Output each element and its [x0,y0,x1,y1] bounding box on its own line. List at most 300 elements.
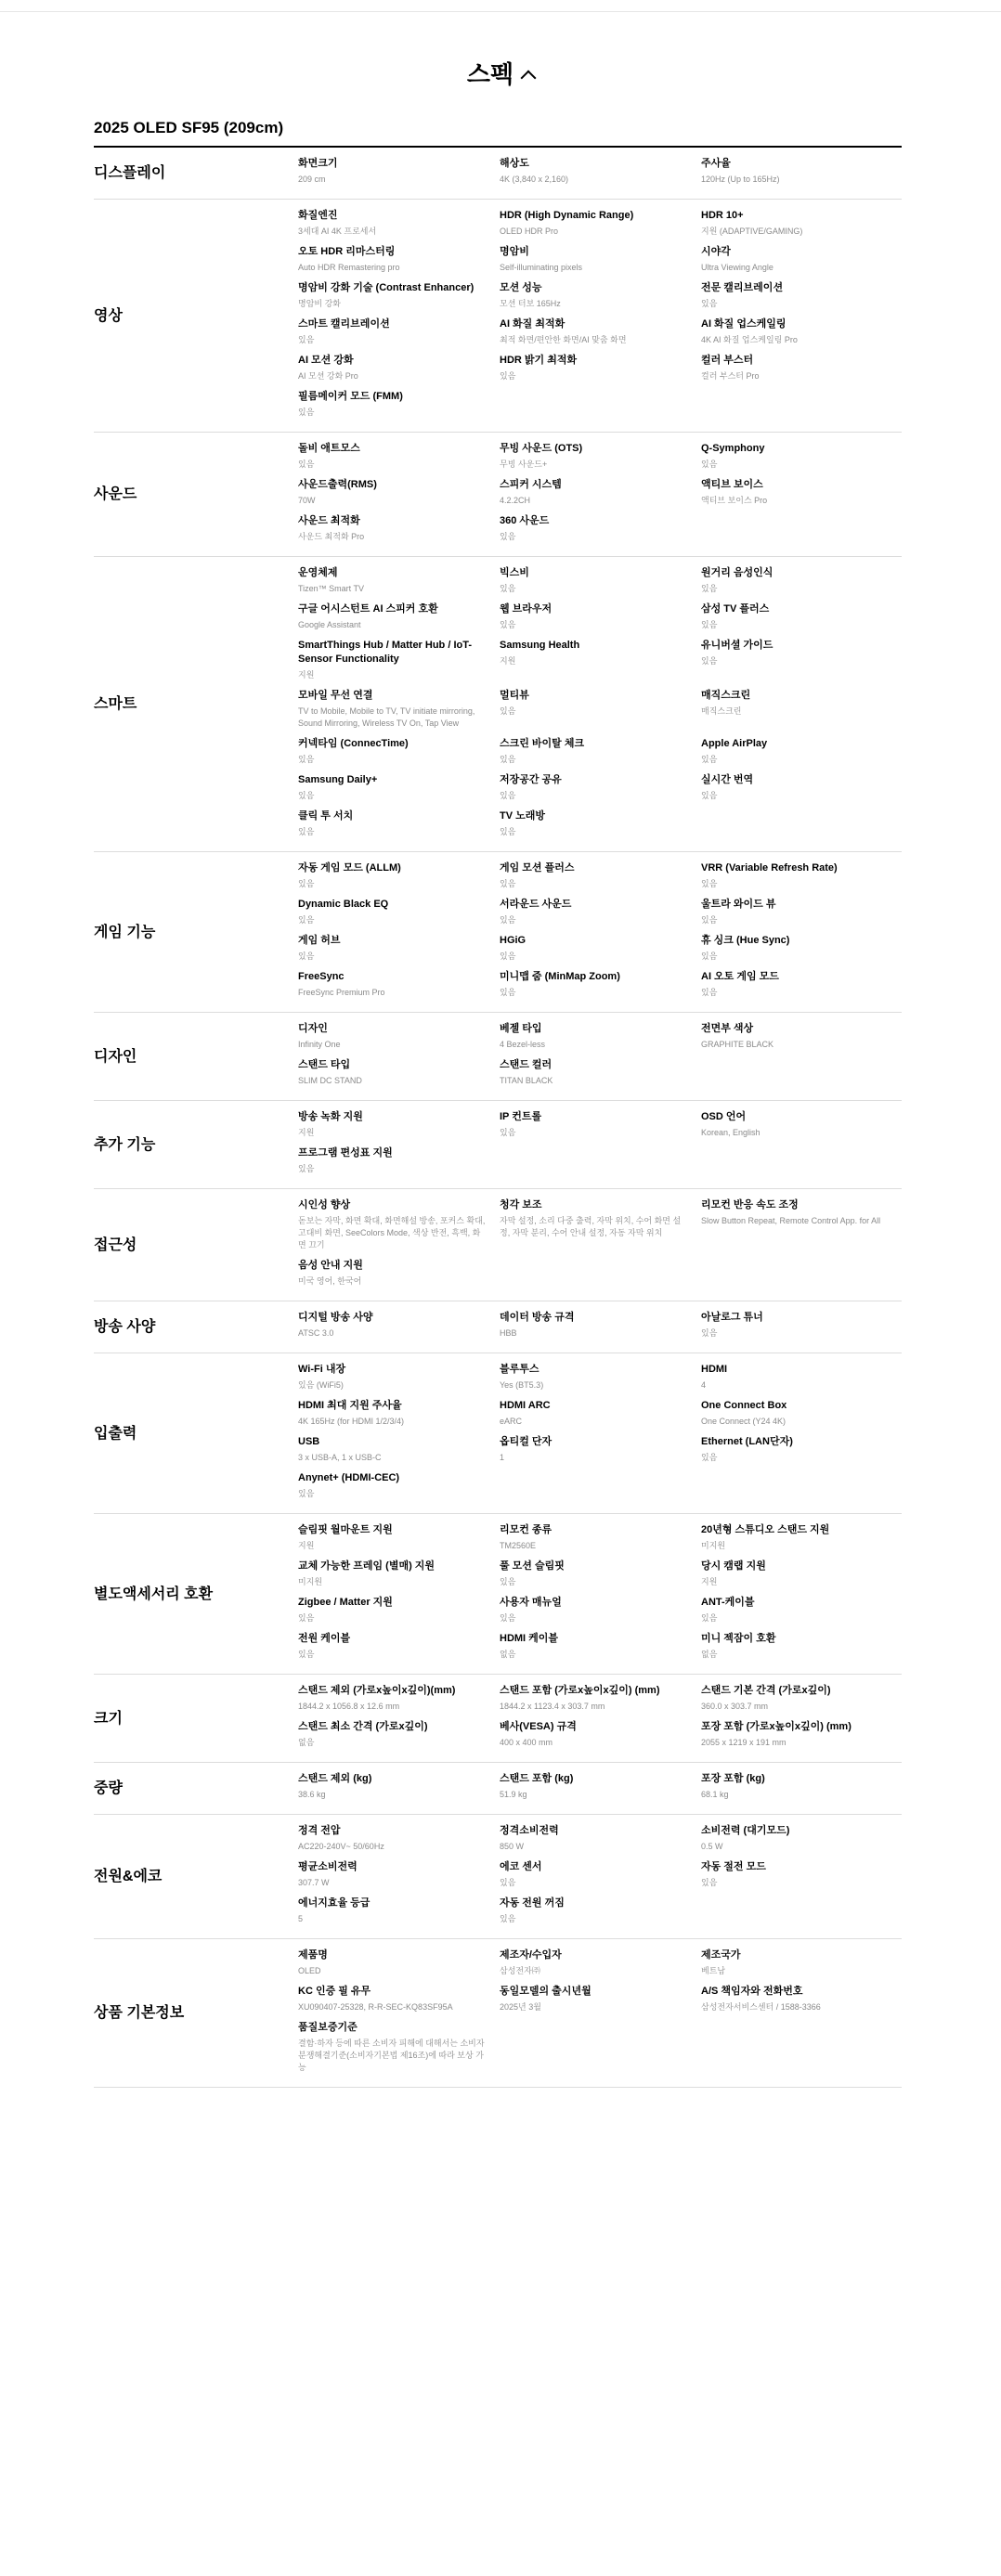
spec-item [298,442,500,471]
spec-item [500,1860,701,1889]
spec-label: IP 컨트롤 [500,1111,542,1122]
spec-label: HDMI ARC [500,1400,551,1411]
spec-value: 모션 터보 165Hz [500,299,561,308]
spec-value: 지원 [298,1128,315,1137]
spec-label: 실시간 번역 [701,774,754,785]
spec-value: 400 x 400 mm [500,1738,553,1747]
spec-value: 있음 [298,1164,315,1173]
spec-label: 제품명 [298,1949,328,1961]
spec-value: 없음 [701,1650,718,1659]
spec-section [94,557,902,852]
spec-label: 시야각 [701,246,731,257]
section-title: 상품 기본정보 [94,2005,185,2021]
spec-item [701,934,902,963]
spec-value: 있음 [701,988,718,997]
spec-grid [298,1772,902,1801]
section-title: 디자인 [94,1048,137,1065]
spec-label: 커넥타임 (ConnecTime) [298,738,409,749]
spec-label: 미니맵 줌 (MinMap Zoom) [500,971,620,982]
spec-label: 스탠드 최소 간격 (가로x깊이) [298,1721,428,1732]
spec-item [500,1022,701,1051]
spec-value: TITAN BLACK [500,1076,553,1085]
spec-item [701,1110,902,1139]
spec-label: Zigbee / Matter 지원 [298,1597,393,1608]
spec-label: 휴 싱크 (Hue Sync) [701,935,790,946]
spec-item [701,639,902,681]
spec-label: 20년형 스튜디오 스탠드 지원 [701,1524,830,1535]
section-title: 추가 기능 [94,1136,156,1153]
spec-item [701,970,902,999]
spec-value: 베트남 [701,1966,726,1975]
spec-value: 있음 [701,584,718,593]
spec-value: 1844.2 x 1056.8 x 12.6 mm [298,1702,400,1711]
spec-value: 있음 [298,951,315,961]
spec-label: 품질보증기준 [298,2022,358,2033]
spec-item [500,1523,701,1552]
spec-label: 오토 HDR 리마스터링 [298,246,396,257]
spec-value: 360.0 x 303.7 mm [701,1702,769,1711]
spec-item [500,1896,701,1925]
spec-label: 데이터 방송 규격 [500,1312,575,1323]
spec-label: 전문 캘리브레이션 [701,282,784,293]
spec-value: 있음 [298,915,315,925]
spec-item [298,1022,500,1051]
spec-value: 있음 [701,791,718,800]
spec-value: eARC [500,1417,523,1426]
spec-label: 풀 모션 슬림핏 [500,1560,565,1572]
spec-label: 스피커 시스템 [500,479,562,490]
spec-label: Wi-Fi 내장 [298,1364,346,1375]
spec-label: 제조국가 [701,1949,741,1961]
spec-value: 있음 [500,620,516,629]
spec-value: 지원 (ADAPTIVE/GAMING) [701,227,803,236]
spec-label: 주사율 [701,158,731,169]
spec-value: 38.6 kg [298,1790,326,1799]
spec-label: 원거리 음성인식 [701,567,774,578]
spec-item [701,1632,902,1661]
section-title: 방송 사양 [94,1319,156,1335]
spec-item [701,281,902,310]
spec-label: Samsung Health [500,640,580,651]
spec-item [500,1058,701,1087]
spec-label: 베젤 타입 [500,1023,542,1034]
spec-value: 삼성전자㈜ [500,1966,540,1975]
spec-label: Dynamic Black EQ [298,899,389,910]
spec-label: USB [298,1436,320,1447]
spec-value: 지원 [500,656,516,666]
spec-item [701,442,902,471]
spec-value: 있음 [500,1128,516,1137]
spec-item [500,1363,701,1392]
spec-value: 최적 화면/편안한 화면/AI 맞춤 화면 [500,335,627,344]
spec-label: 스탠드 타입 [298,1059,351,1070]
chevron-up-icon[interactable] [521,71,537,86]
spec-value: 있음 [701,755,718,764]
spec-label: 평균소비전력 [298,1861,358,1872]
spec-label: 시인성 향상 [298,1199,351,1210]
spec-item [500,737,701,766]
spec-value: 있음 [298,755,315,764]
spec-item [701,1363,902,1392]
spec-item [500,1684,701,1713]
spec-label: 360 사운드 [500,515,550,526]
spec-label: 사용자 매뉴얼 [500,1597,562,1608]
spec-value: Infinity One [298,1040,341,1049]
spec-label: 청각 보조 [500,1199,542,1210]
spec-item [298,1948,500,1977]
spec-item [298,1985,500,2013]
spec-item [298,1896,500,1925]
spec-value: 있음 [500,827,516,836]
spec-label: 자동 게임 모드 (ALLM) [298,862,401,874]
spec-value: Slow Button Repeat, Remote Control App. for All [701,1216,881,1225]
spec-label: 저장공간 공유 [500,774,562,785]
spec-item [298,861,500,890]
spec-value: 68.1 kg [701,1790,729,1799]
section-title: 입출력 [94,1425,137,1442]
spec-item [500,1632,701,1661]
spec-label: 화면크기 [298,158,338,169]
spec-grid [298,1198,902,1288]
spec-section [94,1013,902,1101]
spec-label: ANT-케이블 [701,1597,755,1608]
spec-item [298,2021,500,2074]
spec-item [500,1435,701,1464]
spec-label: 포장 포함 (kg) [701,1773,765,1784]
spec-label: 옵티컬 단자 [500,1436,552,1447]
spec-value: 미지원 [701,1541,726,1550]
spec-value: 0.5 W [701,1842,723,1851]
spec-label: 게임 모션 플러스 [500,862,575,874]
spec-item [500,861,701,890]
spec-value: 2025년 3월 [500,2002,541,2012]
spec-label: SmartThings Hub / Matter Hub / IoT-Sensor Functionality [298,640,472,665]
spec-value: 있음 [500,951,516,961]
spec-value: 있음 [701,1613,718,1623]
spec-value: One Connect (Y24 4K) [701,1417,786,1426]
spec-value: 지원 [701,1577,718,1586]
spec-item [500,1948,701,1977]
spec-grid [298,157,902,186]
spec-item [701,1985,902,2013]
spec-value: FreeSync Premium Pro [298,988,385,997]
spec-item [298,639,500,681]
spec-value: 있음 [500,879,516,888]
spec-item [298,1399,500,1428]
spec-label: 무빙 사운드 (OTS) [500,443,583,454]
spec-label: 자동 전원 꺼짐 [500,1897,565,1909]
spec-item [701,861,902,890]
spec-label: 해상도 [500,158,529,169]
spec-label: 정격 전압 [298,1825,341,1836]
spec-value: 있음 [701,1878,718,1887]
spec-label: 스탠드 포함 (kg) [500,1773,574,1784]
spec-label: 소비전력 (대기모드) [701,1825,790,1836]
spec-item [701,602,902,631]
spec-label: 방송 녹화 지원 [298,1111,363,1122]
spec-value: Korean, English [701,1128,760,1137]
spec-value: 자막 설정, 소리 다중 출력, 자막 위치, 수어 화면 설정, 자막 분리, 수어 안내 설정, 자동 자막 위치 [500,1216,682,1237]
spec-label: AI 화질 최적화 [500,318,566,330]
spec-label: 사운드 최적화 [298,515,360,526]
spec-value: 209 cm [298,175,326,184]
spec-item [298,1435,500,1464]
section-title: 디스플레이 [94,165,166,181]
spec-item [701,209,902,238]
spec-label: 구글 어시스턴트 AI 스피커 호환 [298,603,438,615]
spec-item [500,1110,701,1139]
spec-item [298,689,500,730]
spec-value: 무빙 사운드+ [500,460,548,469]
spec-item [298,1058,500,1087]
spec-item [701,1720,902,1749]
spec-label: 필름메이커 모드 (FMM) [298,391,403,402]
spec-item [500,442,701,471]
spec-label: 스마트 캘리브레이션 [298,318,390,330]
spec-item [500,1560,701,1588]
spec-label: OSD 언어 [701,1111,747,1122]
spec-value: 있음 [500,791,516,800]
spec-header[interactable] [0,56,1001,90]
spec-label: 음성 안내 지원 [298,1260,363,1271]
spec-label: 디자인 [298,1023,328,1034]
spec-label: HDR (High Dynamic Range) [500,210,634,221]
top-divider [0,11,1001,12]
spec-item [701,1772,902,1801]
spec-label: 프로그램 편성표 지원 [298,1147,393,1159]
spec-value: 있음 [701,460,718,469]
spec-item [701,773,902,802]
spec-label: 명암비 강화 기술 (Contrast Enhancer) [298,282,474,293]
spec-label: 에코 센서 [500,1861,542,1872]
spec-label: 울트라 와이드 뷰 [701,899,776,910]
spec-value: 있음 [701,1453,718,1462]
section-title: 전원&에코 [94,1869,162,1884]
spec-value: 있음 [701,951,718,961]
spec-item [500,689,701,730]
spec-label: 자동 절전 모드 [701,1861,766,1872]
spec-sections [94,148,902,2088]
spec-item [298,354,500,382]
spec-label: 리모컨 종류 [500,1524,552,1535]
spec-section [94,200,902,433]
spec-value: 3세대 AI 4K 프로세서 [298,227,377,236]
spec-value: Yes (BT5.3) [500,1380,544,1390]
spec-item [298,1684,500,1713]
spec-value: 있음 [701,299,718,308]
spec-grid [298,1022,902,1087]
spec-section [94,1939,902,2088]
spec-item [500,898,701,926]
spec-item [701,689,902,730]
spec-item [701,1311,902,1340]
spec-value: ATSC 3.0 [298,1328,334,1338]
spec-label: Anynet+ (HDMI-CEC) [298,1472,400,1483]
spec-label: 사운드출력(RMS) [298,479,377,490]
spec-value: 있음 [701,879,718,888]
spec-item [701,737,902,766]
spec-label: Ethernet (LAN단자) [701,1436,793,1447]
spec-item [298,245,500,274]
section-title: 중량 [94,1780,123,1796]
spec-value: 있음 [701,656,718,666]
spec-value: 4 [701,1380,707,1390]
spec-label: 유니버셜 가이드 [701,640,774,651]
spec-section [94,1514,902,1675]
section-title: 크기 [94,1710,123,1727]
spec-section [94,1101,902,1189]
spec-label: 명암비 [500,246,529,257]
spec-item [298,317,500,346]
spec-value: 4K 165Hz (for HDMI 1/2/3/4) [298,1417,405,1426]
spec-value: 사운드 최적화 Pro [298,532,365,541]
spec-label: HDR 10+ [701,210,744,221]
spec-value: 있음 [298,460,315,469]
spec-value: 있음 [298,1613,315,1623]
spec-value: TV to Mobile, Mobile to TV, TV initiate mirroring, Sound Mirroring, Wireless TV On, Tap View [298,706,475,728]
spec-item [500,602,701,631]
spec-value: 있음 [500,584,516,593]
spec-item [500,1311,701,1340]
spec-item [701,1523,902,1552]
spec-label: 당시 캠랩 지원 [701,1560,766,1572]
spec-value: 미국 영어, 한국어 [298,1276,362,1286]
spec-item [298,1560,500,1588]
spec-item [298,934,500,963]
spec-item [500,478,701,507]
spec-item [298,809,500,838]
spec-value: 돋보는 자막, 화면 확대, 화면해설 방송, 포커스 확대, 고대비 화면, SeeColors Mode, 색상 반전, 흑백, 화면 끄기 [298,1216,486,1249]
spec-value: 있음 [701,620,718,629]
spec-section [94,1301,902,1353]
section-title: 접근성 [94,1236,137,1253]
spec-value: 없음 [298,1738,315,1747]
spec-grid [298,1684,902,1749]
spec-value: 매직스크린 [701,706,742,716]
spec-section [94,1675,902,1763]
spec-label: 포장 포함 (가로x높이x깊이) (mm) [701,1721,852,1732]
spec-label: 교체 가능한 프레임 (별매) 지원 [298,1560,436,1572]
spec-value: 120Hz (Up to 165Hz) [701,175,780,184]
spec-item [500,809,701,838]
spec-item [500,1824,701,1853]
model-title: 2025 OLED SF95 (209cm) [94,119,284,136]
page-title: 스펙 [466,60,514,88]
spec-value: AC220-240V~ 50/60Hz [298,1842,384,1851]
spec-label: A/S 책임자와 전화번호 [701,1986,803,1997]
spec-item [500,209,701,238]
spec-value: 있음 [701,915,718,925]
spec-value: 있음 [500,755,516,764]
spec-item [500,566,701,595]
spec-item [298,737,500,766]
spec-value: 있음 [500,371,516,381]
spec-item [701,1022,902,1051]
spec-value: 지원 [298,1541,315,1550]
spec-label: 제조자/수입자 [500,1949,562,1961]
spec-label: FreeSync [298,971,344,982]
spec-label: 빅스비 [500,567,529,578]
spec-item [298,1523,500,1552]
spec-value: GRAPHITE BLACK [701,1040,774,1049]
spec-value: 5 [298,1914,304,1923]
spec-item [500,1720,701,1749]
spec-label: 베사(VESA) 규격 [500,1721,577,1732]
spec-label: TV 노래방 [500,810,545,822]
spec-label: 동일모델의 출시년월 [500,1986,592,1997]
spec-value: 1 [500,1453,505,1462]
spec-label: 스탠드 포함 (가로x높이x깊이) (mm) [500,1685,660,1696]
spec-item [701,1596,902,1625]
spec-label: 에너지효율 등급 [298,1897,370,1909]
spec-label: 정격소비전력 [500,1825,559,1836]
spec-label: 리모컨 반응 속도 조정 [701,1199,799,1210]
spec-section [94,852,902,1013]
spec-value: Tizen™ Smart TV [298,584,365,593]
spec-value: 307.7 W [298,1878,330,1887]
spec-item [701,1860,902,1889]
spec-value: Google Assistant [298,620,361,629]
spec-value: AI 모션 강화 Pro [298,371,358,381]
spec-item [701,354,902,382]
section-title: 별도액세서리 호환 [94,1586,214,1602]
spec-label: 슬림핏 월마운트 지원 [298,1524,393,1535]
spec-label: AI 오토 게임 모드 [701,971,779,982]
spec-value: OLED HDR Pro [500,227,559,236]
spec-grid [298,1523,902,1661]
spec-value: 850 W [500,1842,525,1851]
spec-item [701,566,902,595]
spec-section [94,1353,902,1514]
spec-item [298,390,500,419]
spec-item [500,1772,701,1801]
spec-item [500,1596,701,1625]
spec-label: 스탠드 제외 (kg) [298,1773,372,1784]
spec-item [298,209,500,238]
spec-item [298,773,500,802]
spec-value: 있음 [500,1914,516,1923]
spec-item [298,898,500,926]
spec-value: 있음 [500,532,516,541]
spec-value: 있음 [500,1577,516,1586]
spec-label: 전원 케이블 [298,1633,351,1644]
spec-label: 게임 허브 [298,935,341,946]
spec-label: 아날로그 튜너 [701,1312,763,1323]
spec-item [500,1399,701,1428]
spec-value: Ultra Viewing Angle [701,263,774,272]
spec-label: 스탠드 컬러 [500,1059,552,1070]
spec-item [701,245,902,274]
spec-label: 미니 젝잠이 호환 [701,1633,776,1644]
spec-label: 컬러 부스터 [701,355,754,366]
spec-item [500,639,701,681]
spec-value: 삼성전자서비스센터 / 1588-3366 [701,2002,821,2012]
spec-grid [298,1311,902,1340]
spec-item [701,317,902,346]
spec-section [94,1815,902,1939]
spec-label: KC 인증 필 유무 [298,1986,371,1997]
spec-item [500,1985,701,2013]
spec-value: 없음 [500,1650,516,1659]
spec-grid [298,1363,902,1500]
spec-item [298,1596,500,1625]
spec-value: 있음 [298,408,315,417]
spec-value: 있음 [298,827,315,836]
spec-value: 있음 [500,915,516,925]
spec-grid [298,1824,902,1925]
spec-label: 디지털 방송 사양 [298,1312,373,1323]
section-title: 영상 [94,307,123,324]
